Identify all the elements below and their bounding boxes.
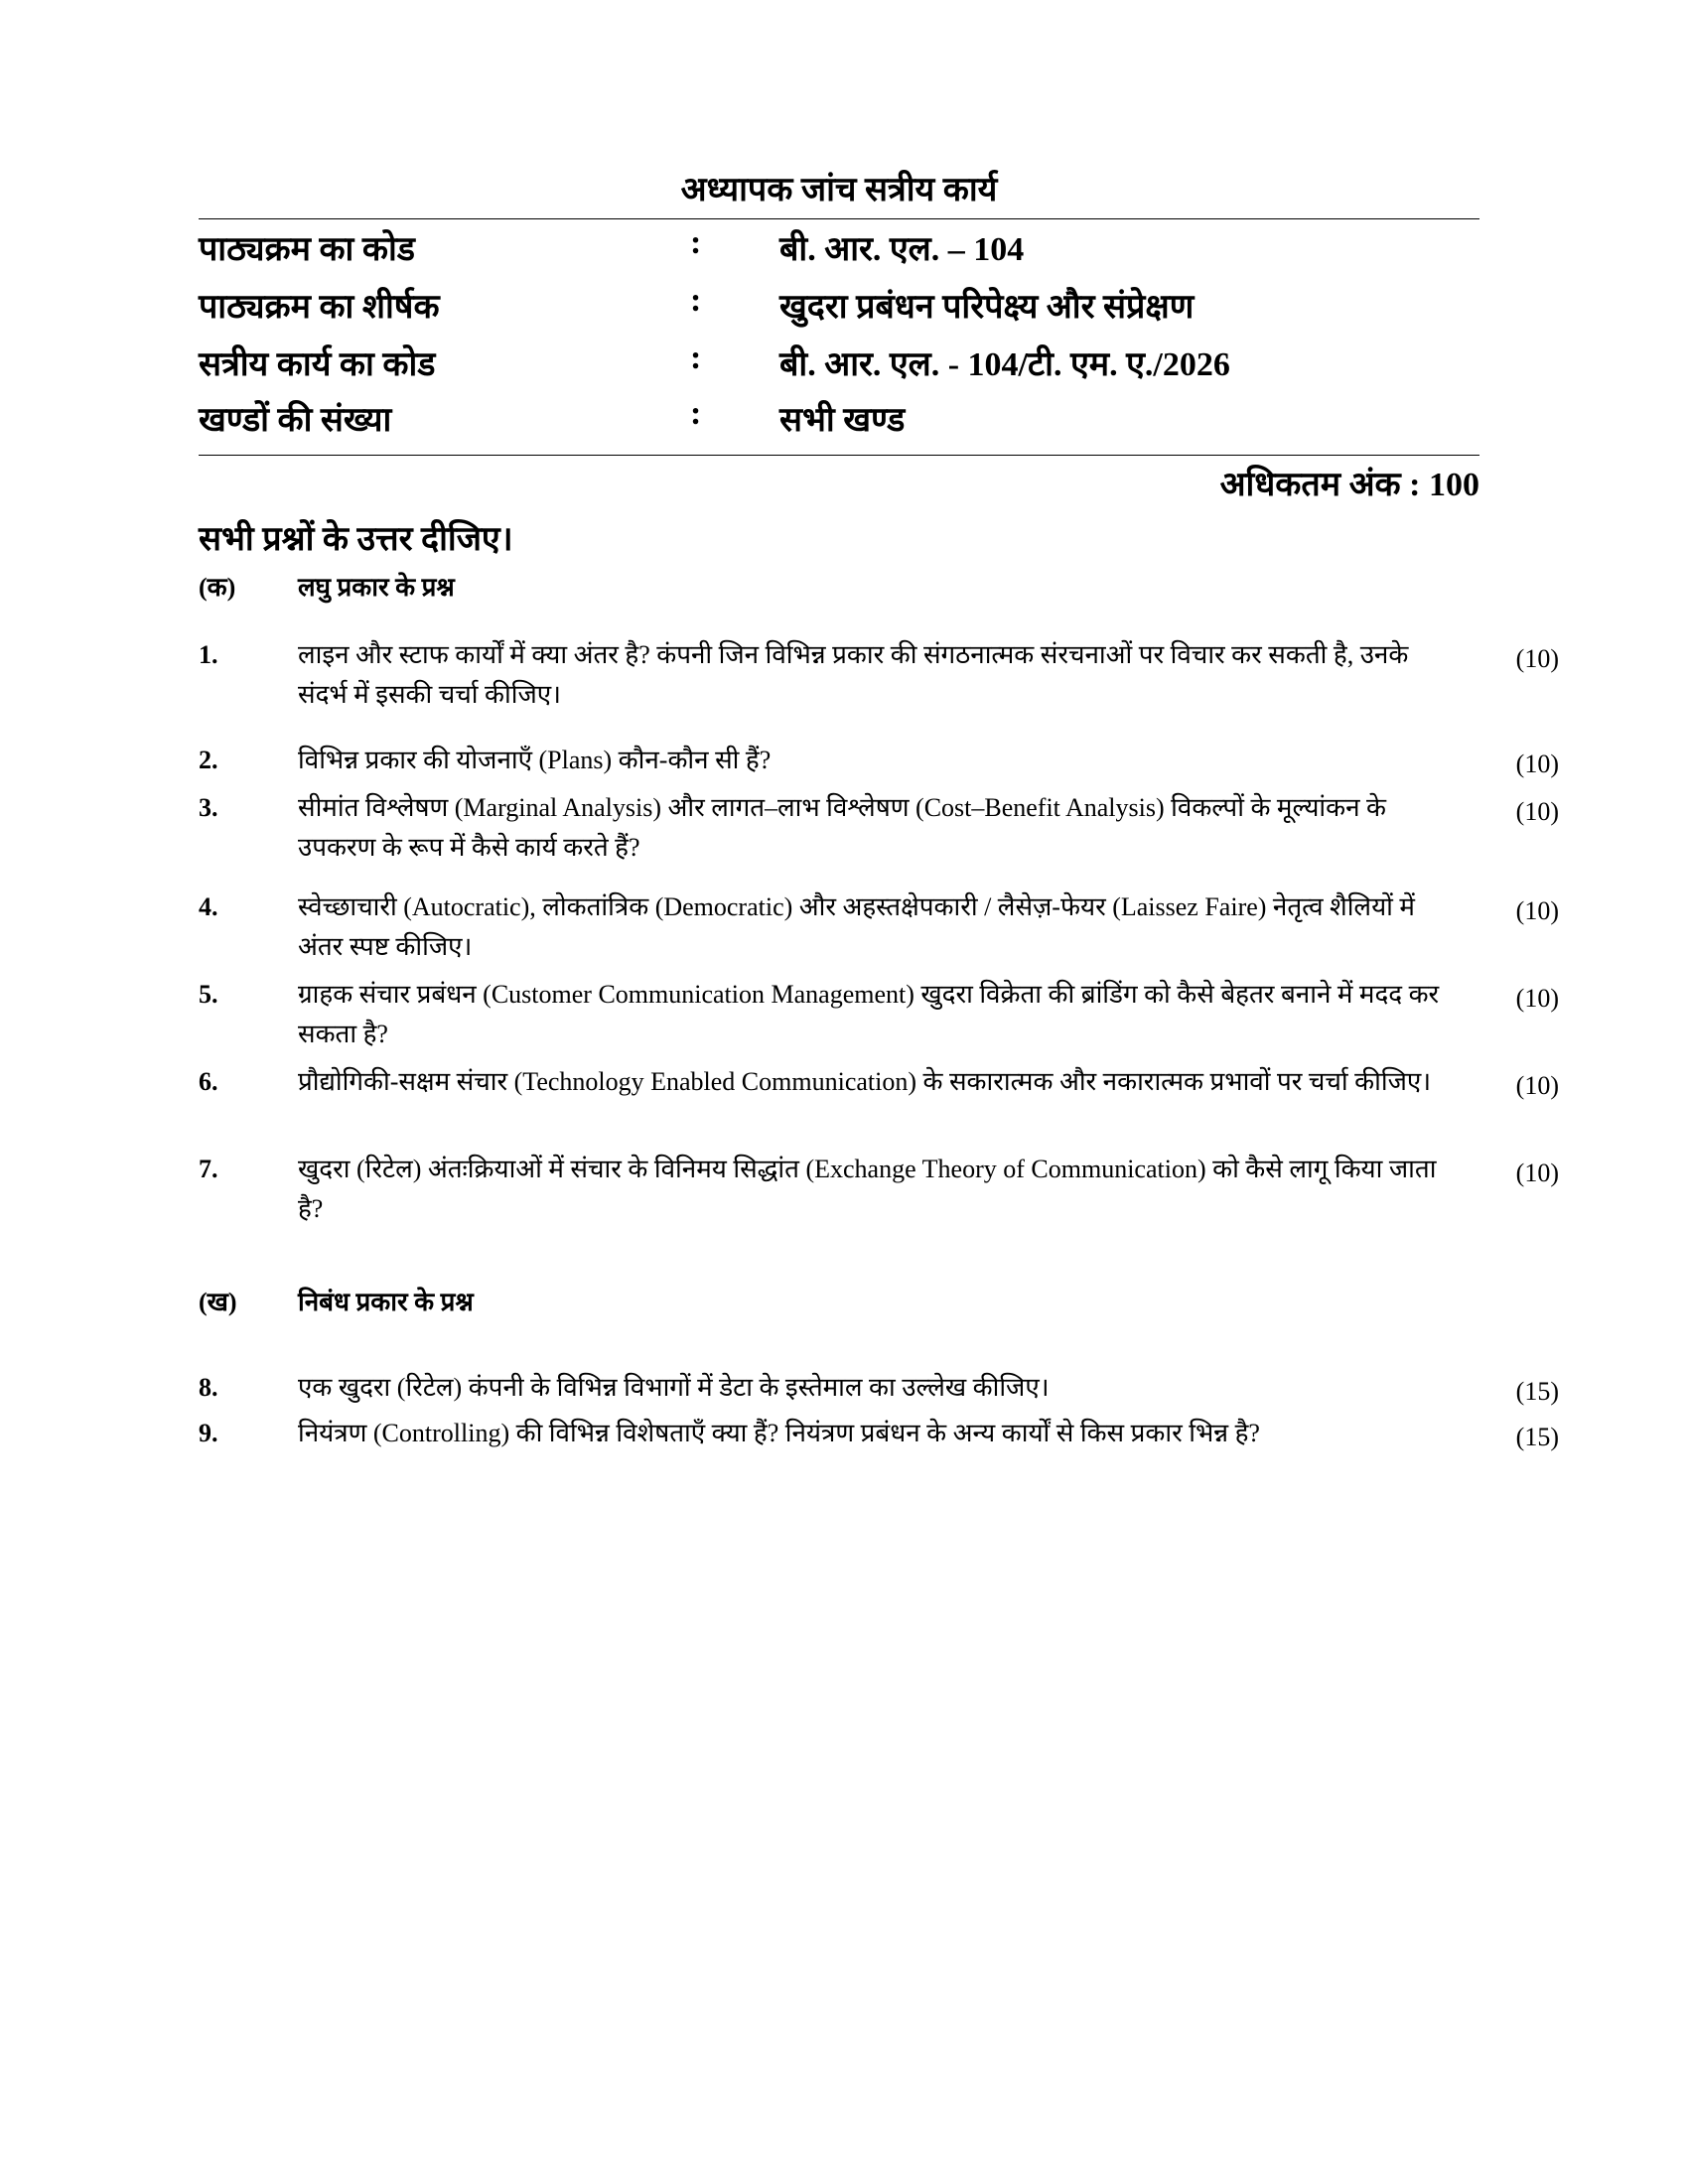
meta-assignment-code bbox=[199, 340, 1479, 395]
meta-value: बी. आर. एल. - 104/टी. एम. ए./2026 bbox=[779, 346, 1230, 383]
divider-top bbox=[199, 218, 1479, 219]
meta-separator: : bbox=[690, 282, 702, 319]
question-marks: (10) bbox=[1515, 896, 1559, 925]
question-text: एक खुदरा (रिटेल) कंपनी के विभिन्न विभागों में डेटा के इस्तेमाल का उल्लेख कीजिए। bbox=[298, 1373, 1050, 1402]
divider-bottom bbox=[199, 455, 1479, 456]
question-marks: (15) bbox=[1515, 1423, 1559, 1451]
question-text: खुदरा (रिटेल) अंतःक्रियाओं में संचार के विनिमय सिद्धांत (Exchange Theory of Communication) को कैसे लागू किया जाता है? bbox=[298, 1155, 1437, 1223]
instruction: सभी प्रश्नों के उत्तर दीजिए। bbox=[199, 521, 513, 558]
question-marks: (10) bbox=[1515, 797, 1559, 826]
meta-label: पाठ्यक्रम का शीर्षक bbox=[199, 289, 440, 326]
section-marker: (ख) bbox=[199, 1288, 237, 1316]
question-text: विभिन्न प्रकार की योजनाएँ (Plans) कौन-कौन सी हैं? bbox=[298, 746, 772, 774]
question-text: ग्राहक संचार प्रबंधन (Customer Communication Management) खुदरा विक्रेता की ब्रांडिंग को कैसे बेहतर बनाने में मदद कर सकता है? bbox=[298, 980, 1440, 1048]
meta-label: सत्रीय कार्य का कोड bbox=[199, 346, 436, 383]
meta-separator: : bbox=[690, 395, 702, 432]
page-title: अध्यापक जांच सत्रीय कार्य bbox=[680, 172, 998, 208]
question-number: 4. bbox=[199, 892, 218, 921]
question-number: 6. bbox=[199, 1067, 218, 1096]
meta-blocks bbox=[199, 395, 1479, 451]
section-marker: (क) bbox=[199, 573, 236, 602]
question-text: प्रौद्योगिकी-सक्षम संचार (Technology Enabled Communication) के सकारात्मक और नकारात्मक प्रभावों पर चर्चा कीजिए। bbox=[298, 1067, 1432, 1096]
question-number: 9. bbox=[199, 1419, 218, 1447]
question-marks: (10) bbox=[1515, 984, 1559, 1013]
question-text: लाइन और स्टाफ कार्यों में क्या अंतर है? कंपनी जिन विभिन्न प्रकार की संगठनात्मक संरचनाओं पर विचार कर सकती है, उनके संदर्भ में इसकी चर्चा कीजिए। bbox=[298, 640, 1409, 709]
meta-label: खण्डों की संख्या bbox=[199, 402, 392, 439]
question-number: 5. bbox=[199, 980, 218, 1009]
max-marks: अधिकतम अंक : 100 bbox=[1219, 467, 1479, 503]
question-marks: (10) bbox=[1515, 1071, 1559, 1100]
meta-course-code bbox=[199, 224, 1479, 280]
meta-value: सभी खण्ड bbox=[779, 402, 906, 439]
meta-separator: : bbox=[690, 340, 702, 376]
section-title: लघु प्रकार के प्रश्न bbox=[298, 573, 455, 602]
question-number: 1. bbox=[199, 640, 218, 669]
question-marks: (10) bbox=[1515, 1159, 1559, 1187]
meta-separator: : bbox=[690, 224, 702, 261]
meta-label: पाठ्यक्रम का कोड bbox=[199, 231, 415, 268]
section-title: निबंध प्रकार के प्रश्न bbox=[298, 1288, 474, 1316]
question-number: 8. bbox=[199, 1373, 218, 1402]
question-text: सीमांत विश्लेषण (Marginal Analysis) और लागत–लाभ विश्लेषण (Cost–Benefit Analysis) विकल्पों के मूल्यांकन के उपकरण के रूप में कैसे कार्य करते हैं? bbox=[298, 793, 1387, 862]
question-text: नियंत्रण (Controlling) की विभिन्न विशेषताएँ क्या हैं? नियंत्रण प्रबंधन के अन्य कार्यों से किस प्रकार भिन्न है? bbox=[298, 1419, 1260, 1447]
meta-value: खुदरा प्रबंधन परिपेक्ष्य और संप्रेक्षण bbox=[779, 289, 1195, 326]
question-marks: (15) bbox=[1515, 1377, 1559, 1406]
question-number: 2. bbox=[199, 746, 218, 774]
meta-course-title bbox=[199, 282, 1479, 338]
question-number: 3. bbox=[199, 793, 218, 822]
question-marks: (10) bbox=[1515, 750, 1559, 778]
question-marks: (10) bbox=[1515, 644, 1559, 673]
question-number: 7. bbox=[199, 1155, 218, 1183]
meta-value: बी. आर. एल. – 104 bbox=[779, 231, 1025, 268]
question-text: स्वेच्छाचारी (Autocratic), लोकतांत्रिक (Democratic) और अहस्तक्षेपकारी / लैसेज़-फेयर (Laissez Faire) नेतृत्व शैलियों में अंतर स्पष्ट कीजिए। bbox=[298, 892, 1415, 961]
